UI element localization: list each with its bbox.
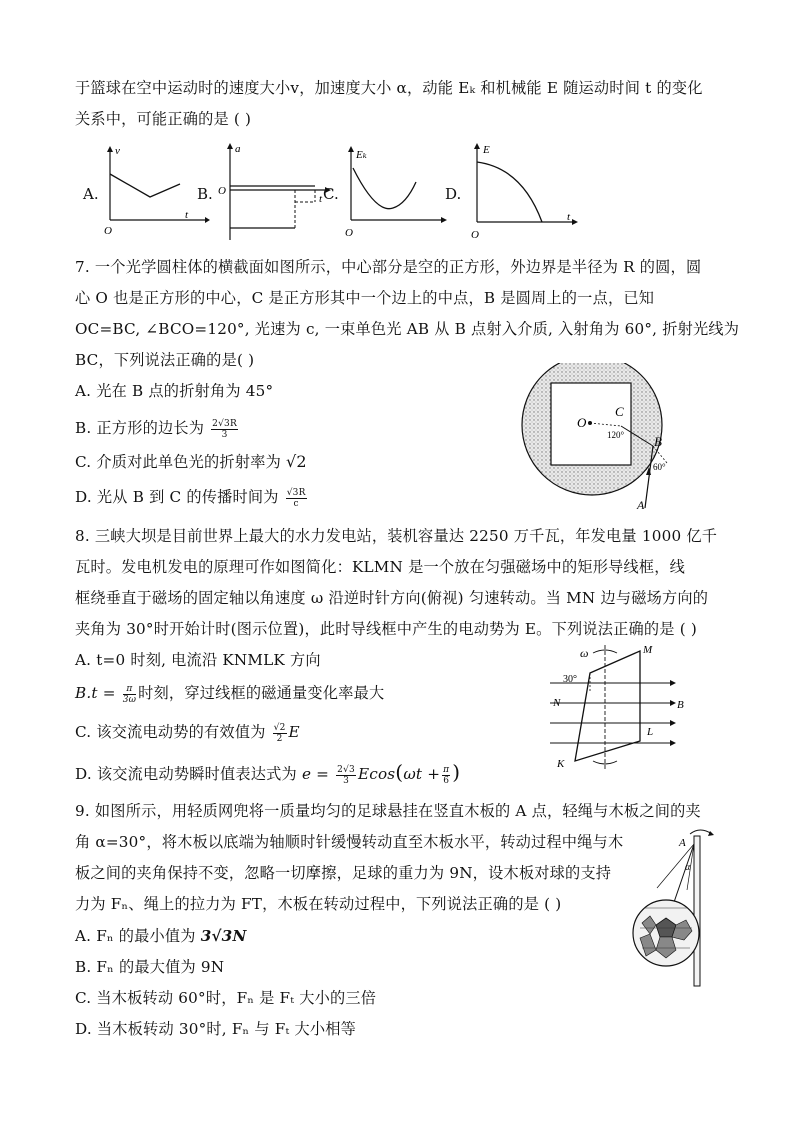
q8-d-den2: 6	[443, 775, 450, 786]
q7-option-b-fraction	[211, 419, 238, 440]
q8-fig-label-B: B	[677, 699, 684, 711]
q8-d-cos: Ecos	[357, 765, 396, 783]
q7-option-b	[75, 418, 240, 440]
graph-a-xlabel: t	[185, 209, 189, 221]
q7-fig-label-A: A	[637, 498, 645, 512]
q8-b-num: π	[123, 684, 136, 695]
graph-b-origin: O	[218, 185, 226, 197]
q8-option-b-fraction	[123, 684, 136, 705]
q8-option-c-text: C. 该交流电动势的有效值为	[75, 723, 266, 741]
q8-option-b-prefix: B.t =	[75, 684, 116, 702]
q8-option-b	[75, 683, 384, 705]
q7-line-1: 7. 一个光学圆柱体的横截面如图所示，中心部分是空的正方形，外边界是半径为 R 的圆，圆	[75, 258, 702, 276]
option-a-letter: A.	[83, 185, 99, 203]
q7-option-a: A. 光在 B 点的折射角为 45°	[75, 382, 274, 400]
q8-c-num: √2	[273, 722, 286, 733]
q7-b-den: 3	[221, 429, 228, 440]
q8-d-num2: π	[443, 764, 450, 775]
q9-option-a	[75, 926, 247, 946]
graph-c-kinetic-energy	[341, 142, 451, 242]
q8-option-d: D. 该交流电动势瞬时值表达式为 e = $\frac{2√3}{3}$ Ecos(ωt + $\frac{\pi}{6}$ )	[75, 760, 461, 786]
q6-option-graphs	[75, 140, 595, 250]
graph-d-ylabel: E	[483, 144, 490, 156]
graph-b-ylabel: a	[235, 143, 241, 155]
option-c-letter: C.	[323, 185, 339, 203]
q8-option-a: A. t=0 时刻, 电流沿 KNMLK 方向	[75, 651, 321, 669]
q9-line-2: 角 α=30°，将木板以底端为轴顺时针缓慢转动直至木板水平，转动过程中绳与木	[75, 833, 624, 851]
q8-option-c-fraction	[273, 723, 287, 744]
q7-line-4: BC，下列说法正确的是( )	[75, 351, 255, 369]
q7-line-3: OC=BC, ∠BCO=120°, 光速为 c, 一束单色光 AB 从 B 点射入介质, 入射角为 60°, 折射光线为	[75, 320, 740, 338]
q7-fig-angle-60: 60°	[653, 462, 666, 472]
q8-line-4: 夹角为 30°时开始计时(图示位置)，此时导线框中产生的电动势为 E。下列说法正确的是 ( )	[75, 620, 697, 638]
q9-option-a-value: 3√3N	[200, 927, 247, 945]
q9-fig-label-A: A	[679, 837, 686, 849]
q8-d-e: e =	[301, 765, 330, 783]
graph-b-acceleration	[215, 140, 335, 240]
graph-d-origin: O	[471, 229, 479, 241]
q8-d-num: 2√3	[337, 764, 355, 775]
q8-line-2: 瓦时。发电机发电的原理可作如图简化：KLMN 是一个放在匀强磁场中的矩形导线框，线	[75, 558, 686, 576]
q8-line-3: 框绕垂直于磁场的固定轴以角速度 ω 沿逆时针方向(俯视) 匀速转动。当 MN 边与磁场方向的	[75, 589, 709, 607]
q9-fig-alpha: α	[685, 862, 691, 873]
q7-fig-angle-120: 120°	[607, 430, 625, 440]
q7-line-2: 心 O 也是正方形的中心，C 是正方形其中一个边上的中点，B 是圆周上的一点，已知	[75, 289, 655, 307]
q8-fig-label-K: K	[557, 758, 565, 770]
q8-c-post: E	[288, 723, 300, 741]
q8-option-c	[75, 722, 300, 744]
q8-fig-angle: 30°	[563, 674, 577, 685]
q8-option-b-text: 时刻，穿过线框的磁通量变化率最大	[138, 684, 385, 702]
q9-football-board-figure	[632, 828, 722, 988]
graph-b-xlabel: t	[319, 193, 323, 205]
graph-c-origin: O	[345, 227, 353, 239]
q8-generator-coil-figure	[545, 643, 685, 773]
q7-option-d-text: D. 光从 B 到 C 的传播时间为	[75, 488, 279, 506]
q9-option-c: C. 当木板转动 60°时，Fₙ 是 Fₜ 大小的三倍	[75, 989, 377, 1007]
q8-d-den: 3	[343, 775, 350, 786]
q8-c-den: 2	[276, 733, 283, 744]
q9-line-1: 9. 如图所示，用轻质网兜将一质量均匀的足球悬挂在竖直木板的 A 点，轻绳与木板之间的夹	[75, 802, 701, 820]
graph-c-ylabel: Eₖ	[356, 149, 367, 161]
q7-optical-cylinder-figure	[517, 363, 687, 513]
q8-option-d-text: D. 该交流电动势瞬时值表达式为	[75, 765, 297, 783]
q9-option-d: D. 当木板转动 30°时, Fₙ 与 Fₜ 大小相等	[75, 1020, 357, 1038]
q7-option-d	[75, 487, 309, 509]
q7-option-c-value: √2	[286, 452, 307, 471]
q8-fig-label-N: N	[553, 697, 561, 709]
q8-d-phase: ωt +	[403, 765, 441, 783]
graph-a-origin: O	[104, 225, 112, 237]
graph-d-mechanical-energy	[467, 140, 587, 245]
intro-line-2: 关系中，可能正确的是 ( )	[75, 110, 252, 128]
graph-a-velocity	[100, 142, 210, 242]
q7-option-c-text: C. 介质对此单色光的折射率为	[75, 453, 281, 471]
option-b-letter: B.	[197, 185, 213, 203]
q9-line-4: 力为 Fₙ、绳上的拉力为 FT，木板在转动过程中，下列说法正确的是 ( )	[75, 895, 562, 913]
q8-fig-omega: ω	[580, 646, 589, 660]
q8-option-d-fraction	[336, 765, 356, 786]
q7-fig-label-O: O	[577, 415, 587, 430]
q7-fig-label-B: B	[654, 434, 662, 449]
q7-option-c	[75, 452, 307, 472]
q9-option-a-text: A. Fₙ 的最小值为	[75, 927, 196, 945]
graph-d-xlabel: t	[567, 211, 571, 223]
q7-option-d-fraction	[286, 488, 307, 509]
q9-option-b: B. Fₙ 的最大值为 9N	[75, 958, 225, 976]
q7-fig-label-C: C	[615, 404, 624, 419]
q7-d-den: c	[293, 498, 299, 509]
q8-line-1: 8. 三峡大坝是目前世界上最大的水力发电站，装机容量达 2250 万千瓦，年发电量 1000 亿千	[75, 527, 718, 545]
intro-line-1: 于篮球在空中运动时的速度大小v，加速度大小 α，动能 Eₖ 和机械能 E 随运动时间 t 的变化	[75, 79, 703, 97]
q8-fig-label-L: L	[647, 726, 654, 738]
q7-d-num: √3R	[286, 487, 306, 498]
q7-option-b-text: B. 正方形的边长为	[75, 419, 205, 437]
q8-b-den: 3ω	[122, 694, 137, 705]
q8-option-d-fraction-2	[442, 765, 450, 786]
q7-b-num: 2√3R	[212, 418, 237, 429]
option-d-letter: D.	[445, 185, 462, 203]
q9-line-3: 板之间的夹角保持不变，忽略一切摩擦，足球的重力为 9N，设木板对球的支持	[75, 864, 612, 882]
q8-fig-label-M: M	[643, 644, 653, 656]
graph-a-ylabel: v	[115, 145, 120, 157]
